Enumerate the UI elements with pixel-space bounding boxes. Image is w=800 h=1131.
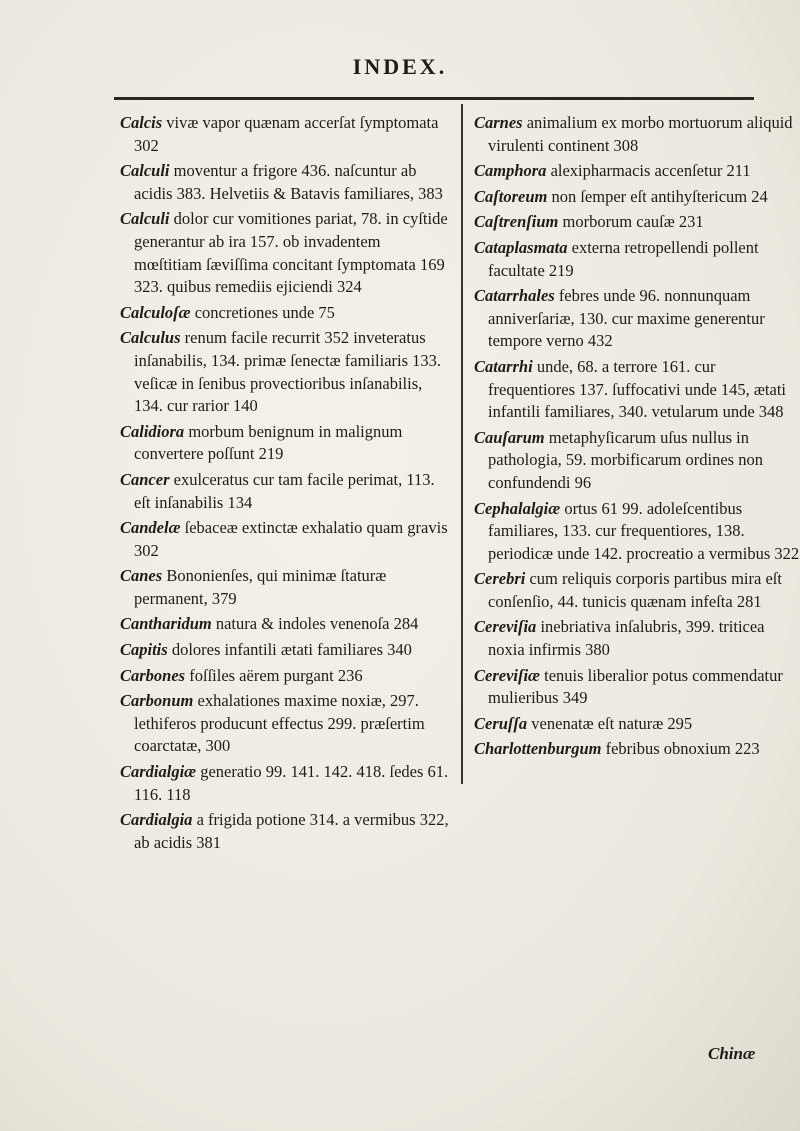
index-entry (474, 160, 800, 183)
index-text: a frigida potione 314. a vermibus 322, ab acidis 381 (134, 810, 449, 852)
index-entry (474, 356, 800, 424)
index-text: tenuis liberalior potus commendatur mulieribus 349 (488, 665, 783, 708)
index-text: ſebaceæ extinctæ exhalatio quam gravis 302 (134, 518, 448, 560)
index-text: venenatæ eſt naturæ 295 (527, 713, 693, 733)
index-entry (120, 469, 450, 514)
index-entry (120, 565, 450, 610)
index-term: Cancer (120, 469, 170, 489)
index-entry (120, 327, 450, 417)
index-term: Candelæ (120, 518, 181, 538)
index-column-right (474, 112, 800, 764)
header-rule (114, 97, 754, 100)
index-text: dolor cur vomitiones pariat, 78. in cyſtide generantur ab ira 157. ob invadentem mœſtitiam ſæviſſima concitant ſymptomata 169 323. quibus remediis ejiciendi 324 (134, 209, 448, 297)
index-entry (120, 613, 450, 636)
index-term: Calculi (120, 209, 170, 229)
index-text: non ſemper eſt antihyſtericum 24 (547, 186, 768, 206)
index-term: Cephalalgiæ (474, 498, 561, 518)
index-entry (474, 738, 800, 761)
index-term: Calculus (120, 328, 181, 348)
index-term: Cataplasmata (474, 237, 568, 257)
index-term: Carbonum (120, 691, 194, 711)
index-entry (474, 237, 800, 282)
index-entry (120, 421, 450, 466)
index-entry (474, 285, 800, 353)
column-divider (461, 104, 463, 784)
index-entry (474, 211, 800, 234)
index-entry (120, 302, 450, 325)
index-text: foſſiles aërem purgant 236 (185, 665, 363, 685)
index-entry (120, 665, 450, 688)
catchword: Chinæ (708, 1044, 756, 1063)
index-term: Charlottenburgum (474, 739, 602, 759)
index-term: Catarrhales (474, 286, 555, 306)
index-term: Cauſarum (474, 427, 545, 447)
index-term: Calidiora (120, 421, 185, 441)
index-entry (120, 639, 450, 662)
index-term: Cantharidum (120, 614, 212, 634)
index-text: unde, 68. a terrore 161. cur frequentiores 137. ſuffocativi unde 145, ætati infantili familiares, 340. vetularum unde 348 (488, 356, 786, 422)
index-entry (474, 186, 800, 209)
index-entry (120, 208, 450, 298)
index-entry (120, 517, 450, 562)
index-text: generatio 99. 141. 142. 418. ſedes 61. 116. 118 (134, 762, 449, 804)
index-term: Carnes (474, 113, 523, 132)
index-column-left (120, 112, 450, 857)
index-text: morbum benignum in malignum convertere poſſunt 219 (134, 421, 403, 464)
index-term: Calculoſæ (120, 302, 191, 322)
index-term: Calculi (120, 161, 170, 181)
index-term: Calcis (120, 113, 163, 132)
index-term: Cereviſia (474, 617, 537, 637)
index-text: febribus obnoxium 223 (601, 739, 760, 759)
index-term: Capitis (120, 640, 168, 660)
index-entry (474, 665, 800, 710)
index-term: Caſtoreum (474, 186, 548, 206)
index-entry (120, 761, 450, 806)
index-term: Caſtrenſium (474, 212, 559, 232)
index-term: Canes (120, 566, 163, 586)
index-text: morborum cauſæ 231 (558, 212, 704, 232)
index-term: Cardialgiæ (120, 762, 197, 782)
index-text: exulceratus cur tam facile perimat, 113. eſt inſanabilis 134 (134, 469, 435, 512)
index-text: vivæ vapor quænam accerſat ſymptomata 302 (134, 113, 439, 155)
index-entry (120, 690, 450, 758)
index-term: Catarrhi (474, 356, 533, 376)
index-entry (120, 160, 450, 205)
index-text: ortus 61 99. adoleſcentibus familiares, 133. cur frequentiores, 138. periodicæ unde 142. procreatio a vermibus 322 (488, 498, 800, 563)
index-text: concretiones unde 75 (190, 302, 335, 322)
index-text: renum facile recurrit 352 inveteratus inſanabilis, 134. primæ ſenectæ familiaris 133. veſicæ in ſenibus provectioribus inſanabilis, 134. cur rarior 140 (134, 328, 442, 416)
index-text: cum reliquis corporis partibus mira eſt conſenſio, 44. tunicis quænam infeſta 281 (488, 569, 782, 611)
index-text: febres unde 96. nonnunquam anniverſariæ, 130. cur maxime generentur tempore verno 432 (488, 286, 765, 351)
index-text: externa retropellendi pollent facultate 219 (488, 237, 759, 280)
index-entry (474, 112, 800, 157)
index-entry (474, 713, 800, 736)
index-entry (120, 112, 450, 157)
index-term: Camphora (474, 161, 547, 181)
index-term: Cardialgia (120, 810, 193, 830)
index-text: exhalationes maxime noxiæ, 297. lethiferos producunt effectus 299. præſertim coarctatæ, 300 (134, 691, 425, 756)
index-text: Bononienſes, qui minimæ ſtaturæ permanent, 379 (134, 566, 387, 608)
index-entry (474, 616, 800, 661)
index-text: alexipharmacis accenſetur 211 (546, 161, 751, 181)
index-term: Cerebri (474, 569, 526, 589)
index-term: Carbones (120, 665, 186, 685)
index-term: Ceruſſa (474, 713, 528, 733)
index-text: inebriativa inſalubris, 399. triticea noxia infirmis 380 (488, 617, 765, 660)
index-text: metaphyſicarum uſus nullus in pathologia, 59. morbificarum ordines non confundendi 96 (488, 427, 763, 492)
index-entry (120, 809, 450, 854)
index-entry (474, 427, 800, 495)
index-text: animalium ex morbo mortuorum aliquid virulenti continent 308 (488, 113, 793, 155)
index-text: moventur a frigore 436. naſcuntur ab acidis 383. Helvetiis & Batavis familiares, 383 (134, 161, 443, 203)
index-text: natura & indoles venenoſa 284 (211, 614, 419, 634)
index-entry (474, 568, 800, 613)
index-term: Cereviſiæ (474, 665, 540, 685)
index-entry (474, 498, 800, 566)
index-text: dolores infantili ætati familiares 340 (167, 640, 412, 660)
running-head: INDEX. (352, 54, 448, 79)
